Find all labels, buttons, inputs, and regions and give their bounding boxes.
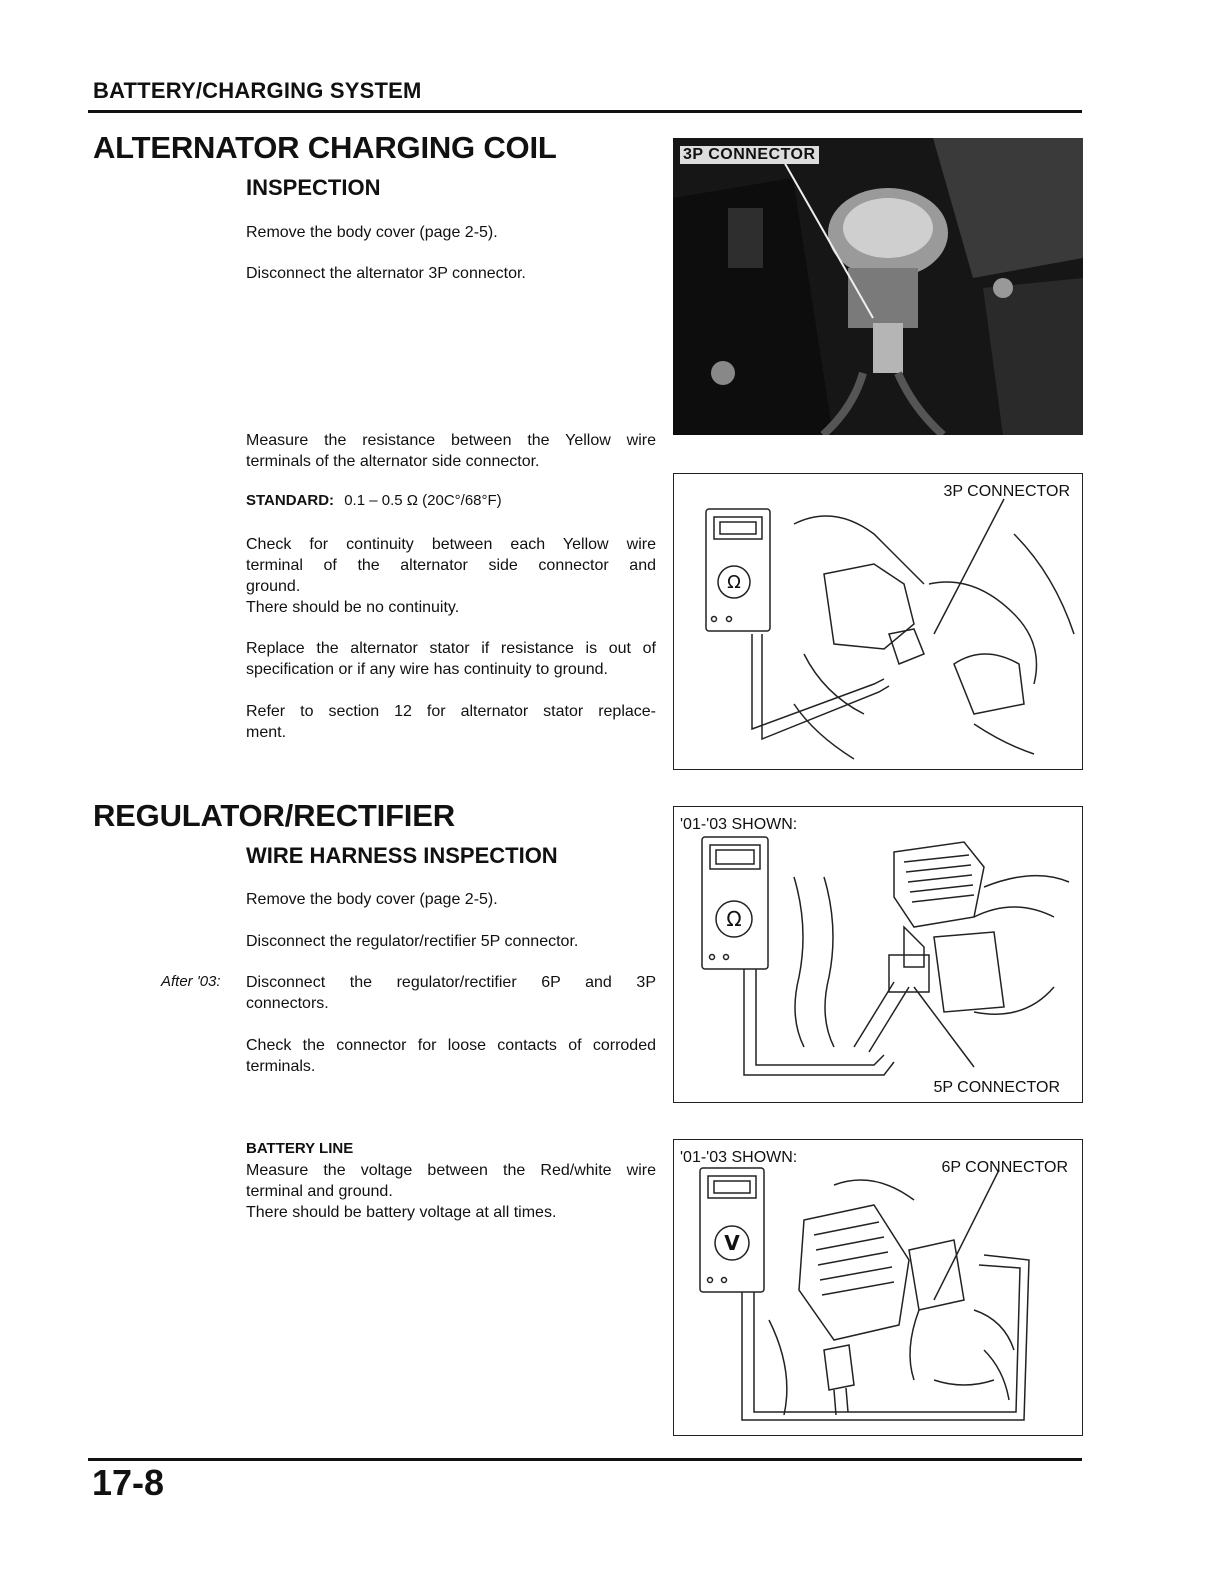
battery-line: Measure the voltage between the Red/white wire [246, 1162, 656, 1179]
step3-line: Disconnect the regulator/rectifier 6P and 3P [246, 974, 656, 991]
fig1-meter-symbol: Ω [727, 572, 741, 593]
continuity-line: ground. [246, 578, 301, 595]
connector-photo [673, 138, 1083, 435]
replace-line: Replace the alternator stator if resistance is out of [246, 640, 656, 657]
section-header: BATTERY/CHARGING SYSTEM [93, 78, 422, 103]
footer-rule [88, 1458, 1082, 1461]
battery-line-heading: BATTERY LINE [246, 1140, 354, 1157]
photo-3p-connector-label: 3P CONNECTOR [680, 146, 819, 164]
figure-alternator-resistance [673, 473, 1083, 770]
check-line: Check the connector for loose contacts of corroded [246, 1037, 656, 1054]
standard-value: 0.1 – 0.5 Ω (20C°/68°F) [344, 492, 502, 509]
standard-label: STANDARD: [246, 492, 335, 509]
fig3-illustration [674, 1140, 1082, 1435]
fig2-illustration [674, 807, 1082, 1102]
fig3-meter-symbol: V [724, 1231, 740, 1255]
figure-regulator-5p [673, 806, 1083, 1103]
measure-line: terminals of the alternator side connector. [246, 453, 540, 470]
fig2-shown-label: '01-'03 SHOWN: [680, 816, 798, 833]
regulator-step-disconnect-6p3p [246, 972, 656, 1014]
alternator-replace-paragraph [246, 638, 656, 680]
alternator-step-remove-cover: Remove the body cover (page 2-5). [246, 224, 498, 241]
alternator-continuity-paragraph [246, 534, 656, 618]
fig1-illustration [674, 474, 1082, 769]
page-number: 17-8 [92, 1462, 165, 1503]
regulator-title: REGULATOR/RECTIFIER [93, 798, 455, 833]
fig3-6p-connector-label: 6P CONNECTOR [941, 1159, 1068, 1176]
battery-line-paragraph [246, 1160, 656, 1223]
replace-line: specification or if any wire has continuity to ground. [246, 661, 608, 678]
step3-line: connectors. [246, 995, 329, 1012]
alternator-measure-paragraph [246, 430, 656, 472]
regulator-inspection-subtitle: WIRE HARNESS INSPECTION [246, 843, 558, 868]
alternator-standard [246, 492, 502, 509]
alternator-title: ALTERNATOR CHARGING COIL [93, 130, 557, 165]
continuity-line: terminal of the alternator side connector and [246, 557, 656, 574]
header-rule [88, 110, 1082, 113]
check-line: terminals. [246, 1058, 316, 1075]
alternator-refer-paragraph [246, 701, 656, 743]
figure-regulator-6p [673, 1139, 1083, 1436]
continuity-line: Check for continuity between each Yellow wire [246, 536, 656, 553]
regulator-check-paragraph [246, 1035, 656, 1077]
battery-line: terminal and ground. [246, 1183, 393, 1200]
battery-line: There should be battery voltage at all times. [246, 1204, 557, 1221]
refer-line: Refer to section 12 for alternator stator replace- [246, 703, 656, 720]
fig2-meter-symbol: Ω [726, 907, 742, 931]
refer-line: ment. [246, 724, 287, 741]
fig2-5p-connector-label: 5P CONNECTOR [933, 1079, 1060, 1096]
photo-illustration [673, 138, 1083, 435]
measure-line: Measure the resistance between the Yellow wire [246, 432, 656, 449]
regulator-step-disconnect-5p: Disconnect the regulator/rectifier 5P connector. [246, 933, 579, 950]
fig1-3p-connector-label: 3P CONNECTOR [943, 483, 1070, 500]
fig3-shown-label: '01-'03 SHOWN: [680, 1149, 798, 1166]
regulator-step-remove-cover: Remove the body cover (page 2-5). [246, 891, 498, 908]
alternator-inspection-subtitle: INSPECTION [246, 175, 381, 200]
continuity-line: There should be no continuity. [246, 599, 460, 616]
alternator-step-disconnect: Disconnect the alternator 3P connector. [246, 265, 526, 282]
after-03-note: After '03: [161, 973, 221, 990]
